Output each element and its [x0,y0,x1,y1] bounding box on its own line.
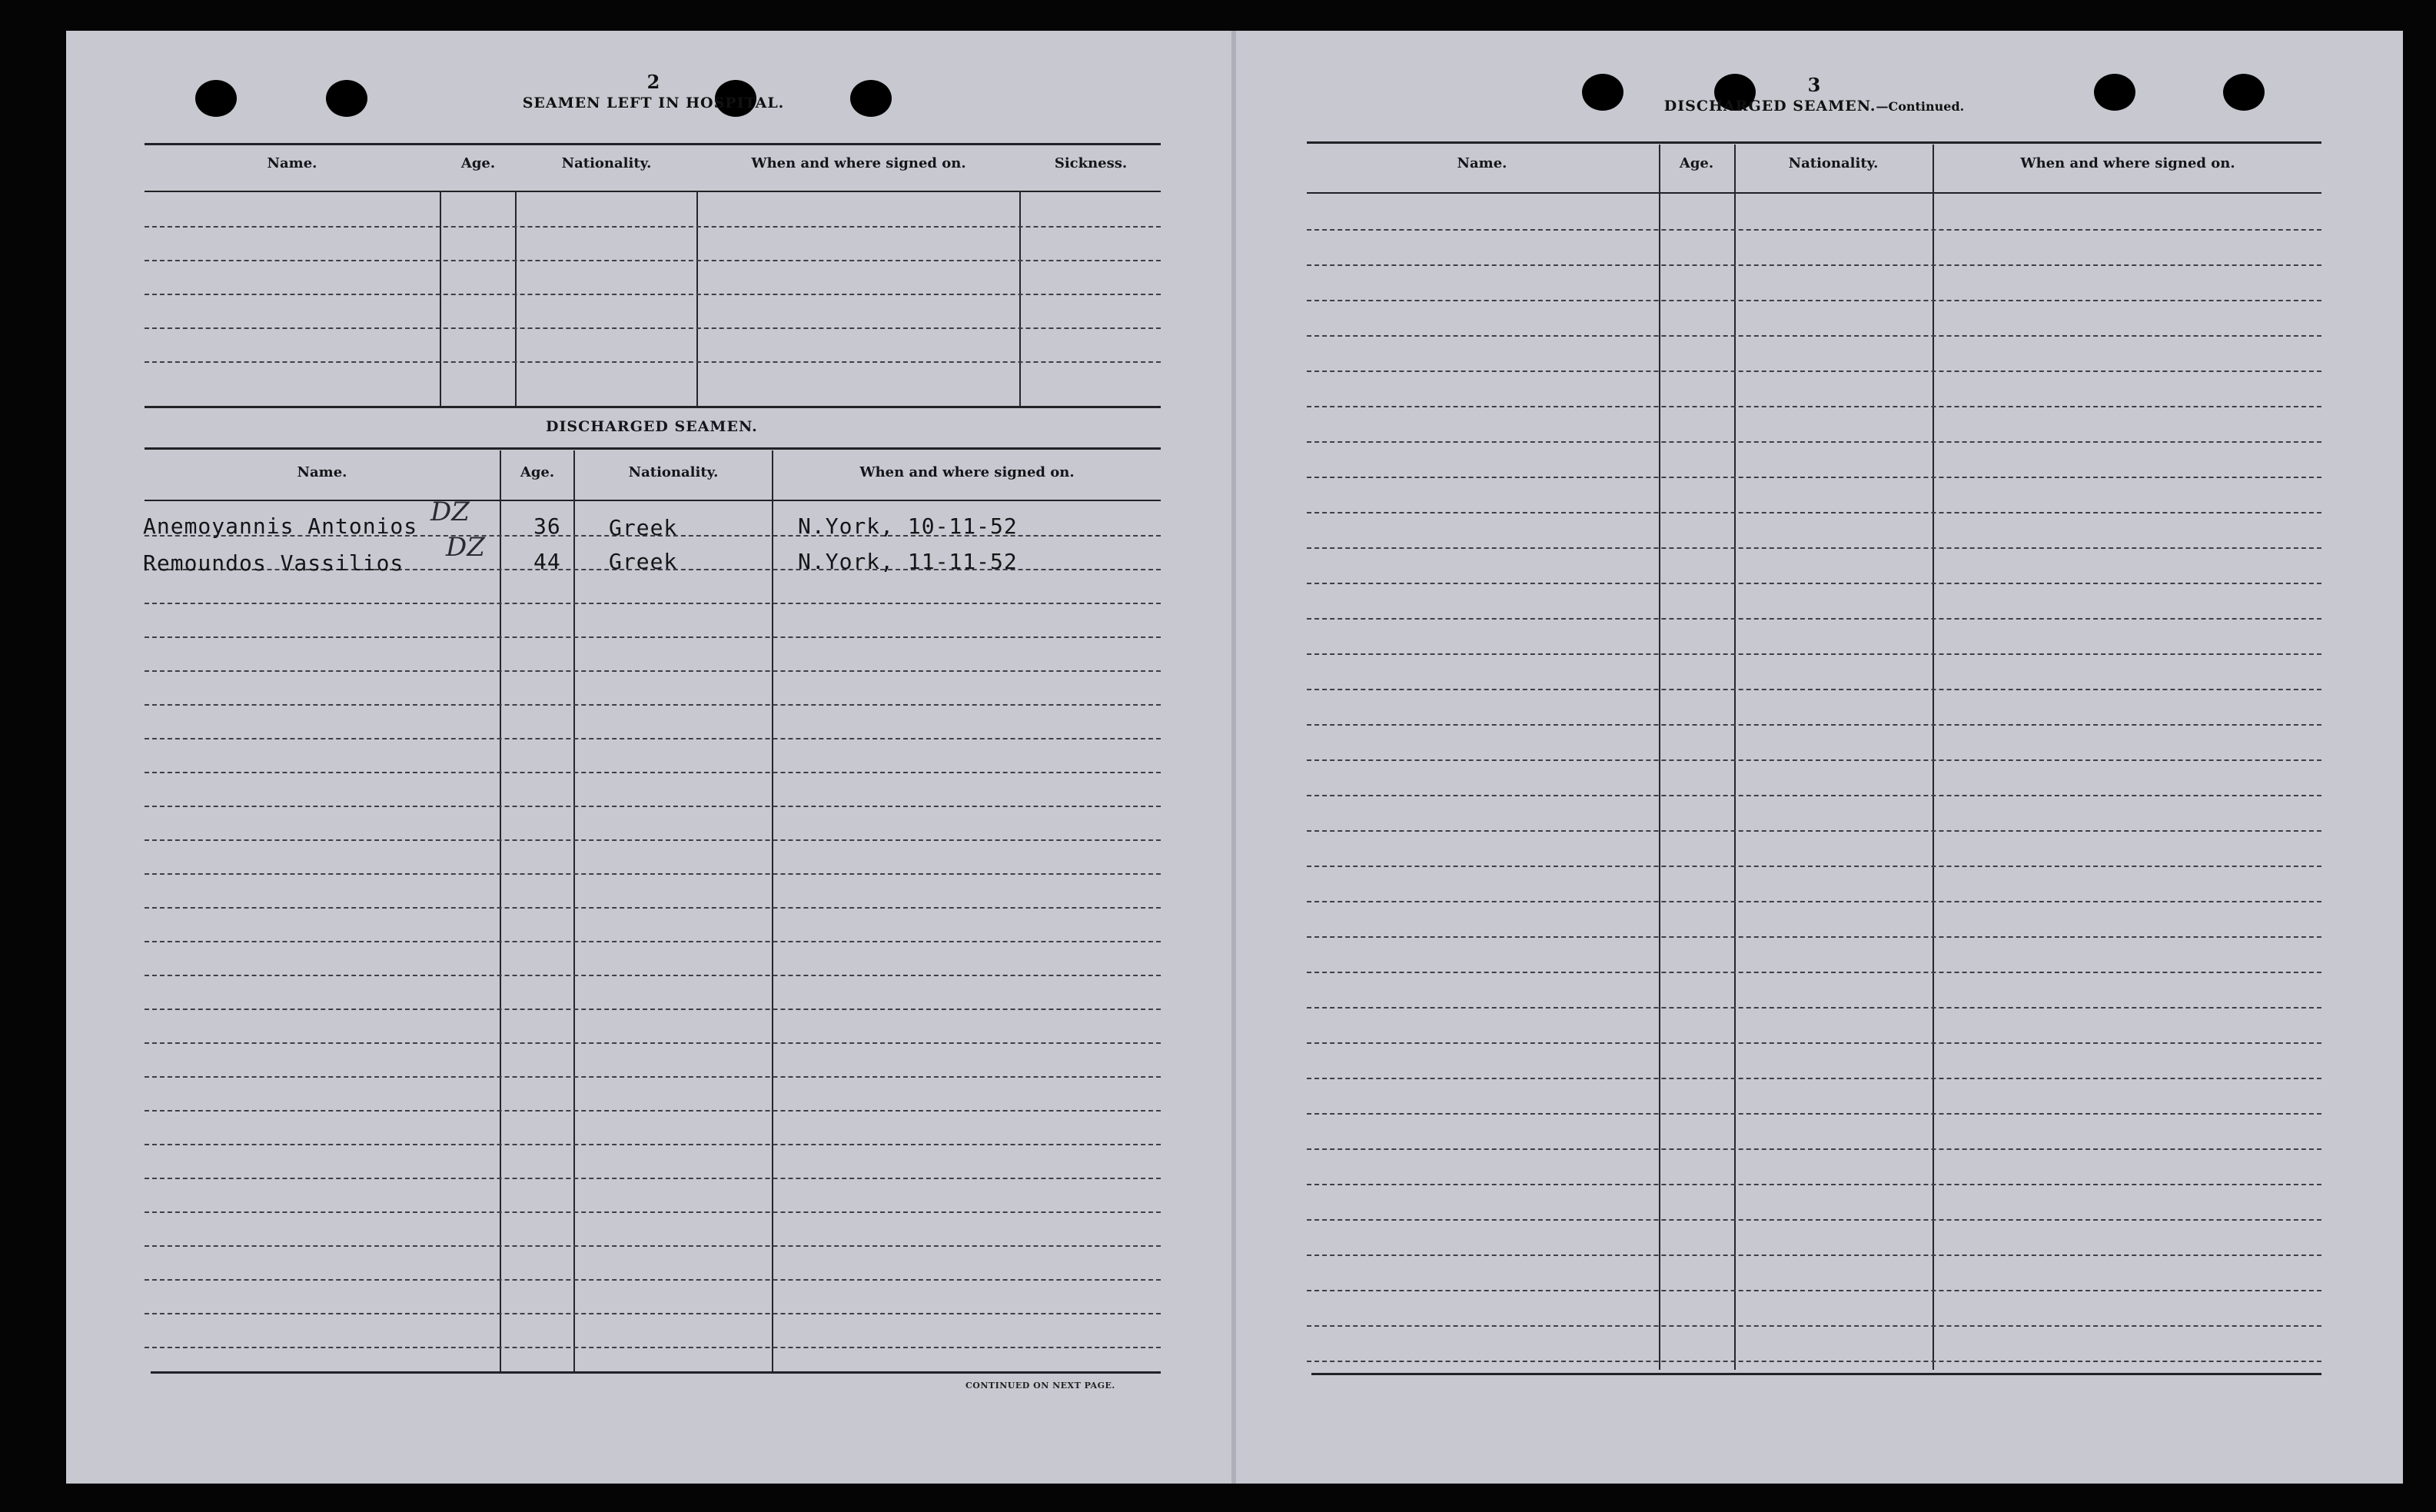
right-table-bottom-rule [1311,1373,2321,1375]
table-row [1307,441,2321,443]
punch-hole [326,80,367,117]
table-row [145,670,1161,672]
table-row [145,1076,1161,1078]
table-row [145,873,1161,875]
discharged-col-nationality: Nationality. [628,464,719,480]
table-row [145,636,1161,638]
table-row [145,260,1161,261]
table-row [1307,264,2321,266]
hospital-col-name: Name. [267,155,317,171]
table-row [1307,1042,2321,1044]
hospital-col-nationality: Nationality. [561,155,652,171]
table-row [145,361,1161,363]
table-row [1307,724,2321,726]
initials-mark: DZ [446,532,485,563]
table-row [145,738,1161,739]
discharged-section-title: DISCHARGED SEAMEN. [546,418,758,435]
discharged-table-bottom-rule [151,1371,1161,1374]
punch-hole [2223,74,2265,111]
table-row [145,1347,1161,1348]
table-row [1307,1184,2321,1185]
right-page-header [1568,74,2060,115]
discharged-col-signed-on: When and where signed on. [859,464,1075,480]
table-row [1307,1078,2321,1079]
hospital-col-sickness: Sickness. [1054,155,1128,171]
seaman-signed-on: N.York, 10-11-52 [798,513,1018,539]
table-row [1307,936,2321,938]
seaman-name: Remoundos Vassilios [143,550,404,576]
table-row [1307,866,2321,867]
table-row [1307,901,2321,902]
right-table-top-rule [1307,141,2321,144]
seaman-age: 44 [533,549,561,574]
discharged-rows [145,501,1161,1370]
hospital-rows [145,191,1161,406]
table-row [1307,1325,2321,1327]
table-row [145,806,1161,807]
seaman-name: Anemoyannis Antonios [143,513,418,539]
right-col-age: Age. [1679,155,1714,171]
left-page-header [415,71,892,111]
right-col-name: Name. [1457,155,1507,171]
punch-hole [195,80,237,117]
seaman-signed-on: N.York, 11-11-52 [798,549,1018,574]
hospital-table-bottom-rule [145,406,1161,408]
seaman-age: 36 [533,513,561,539]
table-row [1307,547,2321,549]
right-col-nationality: Nationality. [1788,155,1879,171]
seaman-nationality: Greek [609,515,678,540]
discharged-col-age: Age. [520,464,555,480]
discharged-col-name: Name. [297,464,347,480]
table-row [145,1245,1161,1247]
table-row [145,1110,1161,1112]
table-row [1307,1290,2321,1291]
table-row [145,327,1161,329]
page-gutter [1231,31,1236,1484]
right-title-main: DISCHARGED SEAMEN. [1663,98,1876,115]
punch-hole [2094,74,2135,111]
table-row [1307,477,2321,478]
hospital-section-title: SEAMEN LEFT IN HOSPITAL. [522,95,785,111]
table-row [1307,653,2321,655]
table-row [1307,1361,2321,1362]
page-number: 2 [646,71,660,93]
table-row [1307,795,2321,796]
table-row [1307,618,2321,620]
table-row [145,941,1161,942]
table-row [1307,583,2321,584]
table-row [145,1042,1161,1044]
table-row [1307,229,2321,231]
table-row [145,1279,1161,1281]
table-row [1307,371,2321,372]
table-row [145,1178,1161,1179]
right-col-signed-on: When and where signed on. [2020,155,2235,171]
initials-mark: DZ [430,497,470,527]
table-row [145,704,1161,706]
table-row [1307,830,2321,832]
table-row [145,603,1161,604]
hospital-col-age: Age. [460,155,496,171]
table-row [1307,1219,2321,1221]
table-row [1307,300,2321,301]
table-row [145,1313,1161,1314]
table-row [1307,1007,2321,1009]
table-row [145,226,1161,228]
table-row [1307,972,2321,973]
discharged-table-top-rule [145,447,1161,450]
table-row [145,907,1161,909]
table-row [1307,335,2321,337]
table-row [1307,1148,2321,1150]
hospital-col-signed-on: When and where signed on. [751,155,966,171]
seaman-nationality: Greek [609,549,678,574]
table-row [145,772,1161,773]
page-number: 3 [1807,74,1821,96]
hospital-table-top-rule [145,143,1161,145]
table-row [145,1009,1161,1010]
table-row [1307,406,2321,407]
table-row [145,975,1161,976]
table-row [145,1211,1161,1213]
table-row [1307,759,2321,761]
table-row [1307,1113,2321,1115]
right-rows [1307,194,2321,1370]
continued-note: CONTINUED ON NEXT PAGE. [965,1381,1115,1391]
table-row [145,294,1161,295]
table-row [1307,512,2321,513]
table-row [145,1144,1161,1145]
table-row [1307,689,2321,690]
right-title-suffix: —Continued. [1876,99,1965,114]
table-row [1307,1254,2321,1256]
right-section-title [1568,98,2060,115]
table-row [145,839,1161,841]
